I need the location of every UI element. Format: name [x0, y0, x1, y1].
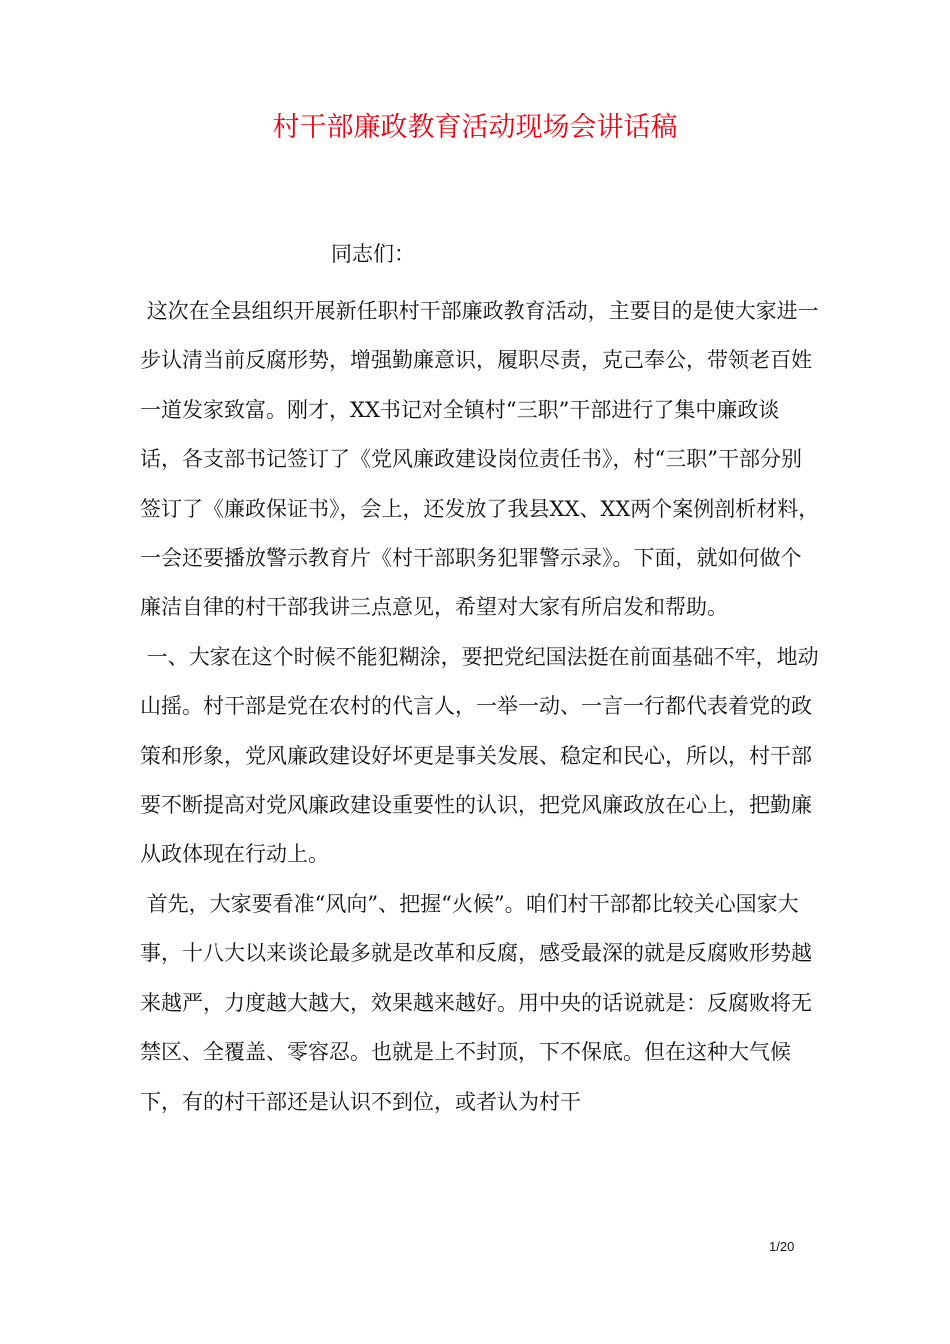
paragraph-intro: 这次在全县组织开展新任职村干部廉政教育活动，主要目的是使大家进一步认清当前反腐形势，增强勤廉意识，履职尽责，克己奉公，带领老百姓一道发家致富。刚才，XX书记对全镇村“三职”干部进行了集中廉政谈话，各支部书记签订了《党风廉政建设岗位责任书》，村“三职”干部分别签订了《廉政保证书》，会上，还发放了我县XX、XX两个案例剖析材料，一会还要播放警示教育片《村干部职务犯罪警示录》。下面，就如何做个廉洁自律的村干部我讲三点意见，希望对大家有所启发和帮助。	[140, 299, 820, 620]
document-title: 村干部廉政教育活动现场会讲话稿	[272, 112, 678, 143]
page-number: 1/20	[769, 1239, 795, 1254]
document-body	[140, 287, 820, 1127]
paragraph-first-point: 首先，大家要看准“风向”、把握“火候”。咱们村干部都比较关心国家大事，十八大以来谈论最多就是改革和反腐，感受最深的就是反腐败形势越来越严，力度越大越大，效果越来越好。用中央的话说就是：反腐败将无禁区、全覆盖、零容忍。也就是上不封顶，下不保底。但在这种大气候下，有的村干部还是认识不到位，或者认为村干	[140, 891, 812, 1114]
paragraph-section-one: 一、大家在这个时候不能犯糊涂，要把党纪国法挺在前面基础不牢，地动山摇。村干部是党在农村的代言人，一举一动、一言一行都代表着党的政策和形象，党风廉政建设好坏更是事关发展、稳定和民心，所以，村干部要不断提高对党风廉政建设重要性的认识，把党风廉政放在心上，把勤廉从政体现在行动上。	[140, 644, 819, 867]
salutation: 同志们：	[331, 242, 415, 266]
